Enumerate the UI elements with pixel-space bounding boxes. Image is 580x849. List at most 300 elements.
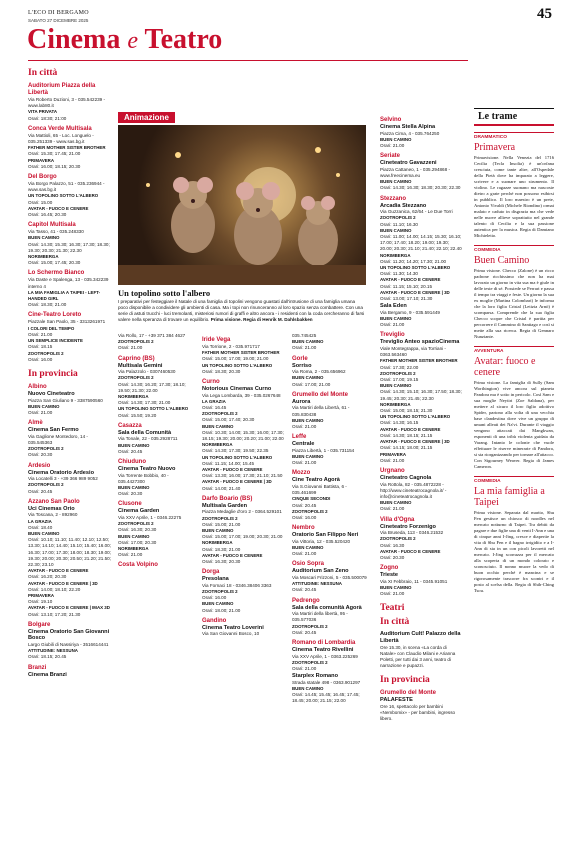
mice-photo	[118, 125, 366, 285]
film-times: Orari: 20.30	[380, 554, 405, 560]
venue-name: Presolana	[202, 576, 229, 583]
film-times: Orari: 16.45; 20.30	[28, 212, 67, 218]
venue-address: Via San Giovanni Bosco, 10	[202, 631, 260, 637]
film-times: Orari: 18.00; 21.00	[202, 607, 241, 613]
venue-address: 035.745425	[292, 333, 317, 338]
venue-town: Urgnano	[380, 467, 405, 474]
venue-name: Cineteatro Gavazzeni	[380, 160, 437, 167]
film-times: Orari: 18.40	[28, 524, 53, 530]
venue-address: Viale Montegrappa, via Torriani - 0363.563460	[380, 346, 446, 358]
film-times: Orari: 11.15; 14.00; 15.45	[202, 460, 255, 466]
film-title: NORIMBERGA	[118, 394, 149, 400]
film-times: Orari: 17.00; 21.00	[292, 381, 331, 387]
mice-illustration	[118, 125, 366, 285]
teatro-text: Ore 15.30, in scena «La corda di Natale» con Claudio Milani e Arianna Poletti, per tutti dai 3 anni, teatro di narrazione e pupazzi.	[380, 644, 456, 669]
venue-town: Branzi	[28, 664, 47, 671]
film-title: I COLORI DEL TEMPO	[28, 325, 75, 331]
venue-entry	[28, 83, 112, 122]
column-3	[202, 333, 286, 639]
film-times: Orari: 14.30; 15.10; 16.30; 17.50; 18.30; 19.45; 20.30; 21.45; 22.30	[380, 389, 462, 401]
venue-name: Cinema Oratorio Ardesio	[28, 469, 94, 476]
venue-entry	[118, 423, 196, 455]
film-times: Orari: 15.00; 18.15; 21.30	[380, 408, 433, 414]
film-times: Orari: 16.00	[202, 595, 227, 601]
venue-town: Caprino (BS)	[118, 355, 155, 362]
film-title: BUEN CAMINO	[202, 601, 234, 607]
film-title: BUEN CAMINO	[118, 533, 150, 539]
venue-address: Via Moscari Frizzoni, 5 - 035.500079	[292, 575, 367, 581]
film-title: UN TOPOLINO SOTTO L'ALBERO	[202, 362, 273, 368]
film-times: Orari: 15.00; 17.00; 19.00; 20.30; 21.00	[202, 534, 283, 540]
venue-entry	[28, 174, 112, 218]
film-title: BUEN CAMINO	[28, 530, 60, 536]
teatro-venue: Auditorium Cult! Palazzo della Libertà	[380, 631, 461, 644]
film-times: Orari: 21.00	[292, 424, 317, 430]
venue-entry	[292, 673, 372, 704]
film-times: Orari: 10.30; 14.00; 15.30; 16.00; 17.30; 18.15; 19.30; 20.00; 20.20; 21.00; 22.00	[202, 429, 284, 442]
venue-town: Zogno	[380, 565, 399, 572]
venue-entry	[118, 333, 196, 352]
trama-title: La mia famiglia a Taipei	[474, 486, 545, 508]
venue-name: Cinema Teatro Loverini	[202, 624, 264, 631]
section-teatri-in-provincia: In provincia	[380, 675, 430, 686]
venue-town: Azzano San Paolo	[28, 498, 80, 505]
trama-category: COMMEDIA	[474, 476, 554, 484]
venue-address: Via Tonale, 22 - 035.2928711	[118, 436, 178, 442]
film-title: AVATAR - FUOCO E CENERE | 3D	[380, 289, 450, 295]
venue-town: Leffe	[292, 434, 307, 441]
venue-town: Chiuduno	[118, 459, 146, 466]
venue-entry	[202, 618, 286, 638]
venue-entry	[28, 622, 112, 661]
film-times: Orari: 19.10	[28, 599, 53, 605]
title-rule	[28, 60, 468, 61]
venue-name: Sala Eden	[380, 303, 407, 310]
film-title: BUEN CAMINO	[380, 316, 412, 322]
venue-town: Curno	[202, 379, 220, 386]
film-title: UN TOPOLINO SOTTO L'ALBERO	[202, 454, 273, 460]
film-times: Orari: 21.00	[380, 457, 405, 463]
venue-entry	[292, 470, 372, 521]
venue-name: Centrale	[292, 441, 315, 448]
teatro-town: Grumello del Monte	[380, 690, 437, 697]
venue-entry	[118, 562, 196, 569]
venue-town: Osio Sopra	[292, 561, 325, 568]
venue-address: Piazzale San Paolo, 35 - 3313261971	[28, 319, 106, 325]
venue-address: Via Fornaci 18 - 0346.38406 3363	[202, 582, 272, 588]
film-times: Orari: 21.00	[118, 552, 143, 558]
venue-entry	[28, 270, 112, 308]
film-times: Orari: 16.30	[380, 542, 405, 548]
venue-entry	[28, 420, 112, 458]
venue-name: Trieste	[380, 572, 399, 579]
film-times: Orari: 21.00	[380, 591, 405, 597]
film-times: Orari: 13.30; 16.00; 17.30; 21.10; 21.50	[202, 473, 283, 479]
animazione-box	[118, 112, 366, 328]
venue-entry	[292, 561, 372, 593]
film-times: Orari: 17.00; 20.30	[118, 539, 157, 545]
venue-entry	[380, 196, 462, 303]
film-title: ZOOTROPOLIS 2	[202, 515, 238, 521]
venue-town: Albino	[28, 383, 47, 390]
film-times: Orari: 20.45	[28, 488, 53, 494]
section-teatri: Teatri	[380, 603, 405, 614]
film-title: AVATAR - FUOCO E CENERE	[380, 548, 441, 554]
film-title: LA GRAZIA	[28, 518, 52, 524]
film-times: Orari: 15.50; 19.20	[118, 412, 157, 418]
film-times: Orari: 16.00	[28, 356, 53, 362]
le-trame-header: Le trame	[474, 108, 554, 126]
film-title: AVATAR - FUOCO E CENERE	[380, 426, 441, 432]
venue-address: Via Locatelli 3 - +39 366 989 9052	[28, 476, 98, 482]
venue-address: Via Bruseda, 113 - 0346.21532	[380, 530, 444, 536]
film-times: Orari: 14.45; 15.45; 16.45; 17.45; 18.45; 20.00; 21.15; 22.00	[292, 692, 360, 704]
venue-town: Casazza	[118, 422, 142, 429]
venue-address: Piazza San Giuliano 9 - 3387590560	[28, 397, 103, 403]
venue-name: Uci Cinemas Orio	[28, 505, 75, 512]
venue-town: Cine-Teatro Loreto	[28, 312, 82, 319]
film-times: Orari: 20.45	[292, 502, 317, 508]
venue-town: Iride Vega	[202, 337, 231, 343]
film-title: AVATAR - FUOCO E CENERE	[28, 568, 89, 574]
venue-town: Darfo Boario (BS)	[202, 495, 253, 502]
film-title: UN SEMPLICE INCIDENTE	[28, 338, 83, 344]
venue-name: Cinema Teatro Rivellini	[292, 647, 354, 654]
venue-address: Piazza Medaglie d'oro 2 - 0364.529101	[202, 509, 282, 515]
venue-name: Sorriso	[292, 362, 312, 369]
trama-text: Prima visione. Separata dal marito, Shu Fen gestisce un chiosco di noodles nel mercato notturno di Taipei. Tra debiti da pagare e due figlie una di venti I-Ann e una di cinque anni I-Jing, cresce e diapertie la vita di Shu Fen e il bagno irrigidito e a I-Ann di sta in un con picoli lavoretti nel mercato. I-Jing scorrazza per il mercato alla scoperta di un mondo colorato e sconosciuto. Il nonno muore la vedo di buon occhio perché è mancina e se rigorosamente trascorre fra scontri e il posto al scelsa della. Regia di Shih-Ching Tsou.	[474, 510, 554, 593]
film-times: Orari: 18.30; 21.00	[28, 302, 67, 308]
venue-entry	[202, 569, 286, 614]
column-1	[28, 66, 112, 679]
venue-entry	[380, 517, 462, 562]
film-title: PRIMAVERA	[28, 592, 55, 598]
film-title: BUEN CAMINO	[202, 423, 234, 429]
venue-address: Strada statale 498 - 0363.901297	[292, 679, 361, 685]
film-times: Orari: 18:30; 21:00	[28, 115, 67, 121]
venue-entry	[380, 468, 462, 513]
film-times: Orari: 16.30; 20.30	[118, 527, 157, 533]
venue-town: Villa d'Ogna	[380, 516, 415, 523]
venue-town: Gandino	[202, 617, 227, 624]
film-title: ZOOTROPOLIS 2	[28, 350, 64, 356]
venue-town: Seriate	[380, 153, 401, 160]
film-title: BUEN CAMINO	[202, 528, 234, 534]
film-times: Orari: 15.00; 21.00	[202, 521, 241, 527]
animazione-text: I preparativi per festeggiare il Natale di una famiglia di topolini vengono guastati dall'intrusione di una famiglia umana poco disponibile a condividere gli ambienti di casa. Ma i topi non rinunceranno al loro spazio senza combattere. Con una serie di astuti trucchi - luci tremolanti, misteriosi rumori di graffi e altro ancora - i residenti con la coda cercheranno di farsi valere nella speranza di trovare un equilibrio. Prima visione. Regia di Henrik M. Dahlsbakken	[118, 299, 365, 322]
venue-town: Stezzano	[380, 195, 407, 202]
film-times: Orari: 21.00	[292, 551, 317, 557]
film-times: Orari: 16.20; 20.30	[28, 574, 67, 580]
film-times: Orari: 14.30; 17.30; 19.50; 22.35	[202, 448, 269, 454]
trama-category: COMMEDIA	[474, 245, 554, 253]
film-times: Orari: 11.20; 14.20; 17.30; 21.00	[380, 258, 447, 264]
film-title: AVATAR - FUOCO E CENERE	[202, 552, 263, 558]
section-in-provincia: In provincia	[28, 368, 78, 379]
venue-entry	[380, 153, 462, 191]
venue-address: Via Bergamo, 9 - 035.591449	[380, 309, 440, 315]
venue-entry	[202, 496, 286, 565]
film-times: Orari: 14.00; 21.40	[202, 485, 241, 491]
film-title: LA GRAZIA	[202, 398, 226, 404]
venue-town: Conca Verde Multisala	[28, 125, 92, 132]
film-times: Orari: 15.30; 17.45; 21.00	[28, 151, 81, 157]
venue-entry	[202, 337, 286, 375]
venue-address: Via Borgo Palazzo, 51 - 035.236944 - www.sas.bg.it	[28, 181, 105, 193]
venue-town: Gorle	[292, 355, 308, 362]
venue-name: Treviglio Anteo spazioCinema	[380, 339, 460, 346]
film-title: BUEN CAMINO	[380, 179, 412, 185]
film-times: Orari: 15.00	[28, 199, 53, 205]
venue-name: Multisala Gemini	[118, 362, 163, 369]
venue-address: Via Mattioli, 65 - Loc. Longuelo - 035.251339 - www.sas.bg.it	[28, 132, 94, 145]
venue-name: Arcadia Stezzano	[380, 202, 427, 209]
venue-entry	[118, 356, 196, 419]
venue-address: Via XXV Aprile, 1 - 0363.225269	[292, 653, 358, 659]
film-times: Orari: 14.00; 18.10; 22.20	[28, 586, 81, 592]
film-times: Orari: 20.30	[28, 452, 53, 458]
venue-address: Via Rollo, 17 - +39 371 384 4627	[118, 333, 186, 338]
film-title: BUEN CAMINO	[28, 235, 60, 241]
venue-entry	[292, 640, 372, 672]
venue-address: Via Lega Lombarda, 39 - 035.0267648	[202, 392, 281, 398]
film-title: VITA PRIVATA	[28, 109, 58, 115]
animazione-title: Un topolino sotto l'albero	[118, 288, 211, 298]
film-times: Orari: 13.10; 17.20; 21.30	[28, 611, 81, 617]
film-times: Orari: 21.00	[380, 506, 405, 512]
film-times: Orari: 21.00	[292, 666, 317, 672]
venue-address: Largo Giubili di Nassiriya - 3516614441	[28, 641, 109, 647]
animazione-label: Animazione	[118, 112, 175, 123]
film-times: Orari: 14.30; 17.30; 21.00	[118, 400, 171, 406]
venue-entry	[292, 392, 372, 430]
film-title: UN TOPOLINO SOTTO L'ALBERO	[380, 414, 451, 420]
film-title: FATHER MOTHER SISTER BROTHER	[202, 350, 280, 356]
film-title: BUEN CAMINO	[380, 500, 412, 506]
film-times: Orari: 11.30; 14.30	[380, 271, 418, 277]
film-title: LA MIA FAMIGLIA A TAIPEI - LEFT-HANDED GIRL	[28, 289, 101, 302]
film-times: Orari: 14.15; 18.00; 21.15	[380, 445, 433, 451]
film-title: BUEN CAMINO	[28, 403, 60, 409]
venue-town: Dorga	[202, 569, 220, 576]
teatro-text-prov: Ore 16, spettacolo per bambini «Nembomix» - per bambini, ingresso libero.	[380, 703, 456, 722]
film-times: Orari: 13.00; 17.10; 21.30	[380, 296, 433, 302]
venue-address: Via Roma, 2 - 035.656962	[292, 369, 346, 375]
venue-name: Sala della comunità Agorà	[292, 604, 362, 611]
film-times: Orari: 16.30; 20.30	[202, 559, 241, 565]
venue-name: Multisala Garden	[202, 502, 248, 509]
film-times: Orari: 17.30; 22.00	[380, 364, 419, 370]
venue-entry	[380, 332, 462, 463]
venue-name: Cinema Stella Alpina	[380, 124, 436, 130]
venue-address: Via Guzzanica, 62/64 - Le Due Torri	[380, 209, 453, 215]
venue-entry	[28, 463, 112, 495]
film-title: BUEN CAMINO	[292, 417, 324, 423]
film-title: CINQUE SECONDI	[292, 496, 331, 502]
venue-name: Cine Teatro Agorà	[292, 477, 340, 484]
film-title: ZOOTROPOLIS 2	[28, 446, 64, 452]
venue-address: Piazza Cima, 4 - 035.764250	[380, 130, 440, 136]
film-title: BUEN CAMINO	[292, 375, 324, 381]
venue-entry	[292, 598, 372, 636]
venue-address: Via S.Giovanni Battista, 6 - 035.461699	[292, 484, 347, 496]
film-title: BUEN CAMINO	[380, 584, 412, 590]
venue-town: Ardesio	[28, 462, 51, 469]
venue-address: Via Vittoria, 12 - 035.520420	[292, 538, 351, 544]
venue-entry	[292, 434, 372, 466]
film-title: ZOOTROPOLIS 2	[28, 482, 64, 488]
venue-entry	[380, 117, 462, 149]
film-title: NORIMBERGA	[202, 540, 233, 546]
film-title: ZOOTROPOLIS 2	[292, 659, 328, 665]
venue-entry	[28, 384, 112, 416]
film-times: Orari: 11.15; 15.10; 20.15	[380, 283, 433, 289]
venue-town: Del Borgo	[28, 174, 57, 181]
film-times: Orari: 21.00	[292, 345, 317, 351]
venue-town: Auditorium Piazza della Libertà	[28, 83, 96, 96]
le-trame-column	[474, 108, 554, 594]
venue-town: Treviglio	[380, 332, 405, 339]
venue-town: Bolgare	[28, 621, 51, 628]
trama-text: Prima visione. La famiglia di Sully (Sam Worthington) vive ancora sul pianeta Pandora ma è sotto in pericolo. Così Sam e sua moglie Neytiri (Zoe Saldana), per mettere al sicuro il loro figlio adottivo Spider, partono alla volta di una vecchia base clandestina dove vive un gruppo di umani alleati dei Na'vi. Durante il viaggio vengono attaccati dai Mangkwan, esponenti di una tribù violenta guidata da Varang. Intanto le colonie che vuole effettuare le riserve minerarie di Pandora, si sta riorganizzando per tornare all'attacco. Con Sigourney Weaver. Regia di James Cameron.	[474, 380, 554, 469]
film-times: Orari: 14.30; 16.30; 18.30; 20.30; 22.30	[380, 185, 461, 191]
film-times: Orari: 21.00	[380, 143, 405, 148]
film-times: Orari: 14.30; 16.20; 17.30; 18.10; 19.50; 21.30; 22.00	[118, 381, 186, 393]
film-title: NORIMBERGA	[202, 442, 233, 448]
venue-name: Cineteatro Forzenigo	[380, 523, 436, 530]
venue-address: Via Martiri della libertà, 95 - 035.577036	[292, 611, 348, 623]
venue-town: Clusone	[118, 501, 142, 508]
venue-name: Starplex Romano	[292, 673, 339, 680]
film-title: PRIMAVERA	[380, 451, 407, 457]
venue-name: Cineteatro Cagnola	[380, 474, 432, 481]
venue-name: Cinema Branzi	[28, 671, 67, 678]
venue-name: Sala della Comunità	[118, 429, 172, 436]
page-title: Cinema e Teatro	[27, 24, 223, 55]
venue-name: Nuovo Cineteatro	[28, 390, 75, 397]
venue-address: Piazza Libertà, 1 - 035.731154	[292, 447, 355, 453]
venue-entry	[28, 222, 112, 266]
venue-entry	[28, 126, 112, 170]
venue-address: Via Toscana, 2 - 892960	[28, 512, 78, 518]
film-times: Orari: 21.00	[28, 331, 53, 337]
film-times: Orari: 20.30	[118, 491, 143, 497]
section-in-citta: In città	[28, 68, 58, 78]
film-title: UN TOPOLINO SOTTO L'ALBERO	[380, 265, 451, 271]
film-times: Orari: 15.00; 17.45; 20.30	[28, 260, 81, 266]
trama-title: Avatar: fuoco e cenere	[474, 356, 536, 378]
film-title: BUEN CAMINO	[292, 339, 324, 345]
venue-name: Cinema Teatro Nuovo	[118, 466, 176, 473]
trama-title: Primavera	[474, 142, 516, 153]
trama-category: DRAMMATICO	[474, 132, 554, 140]
film-times: Orari: 21.00	[118, 345, 143, 351]
film-title: ZOOTROPOLIS 2	[118, 521, 154, 527]
film-title: ATTITUDINE: NESSUNA	[28, 648, 78, 654]
film-title: AVATAR - FUOCO E CENERE | 3D	[380, 439, 450, 445]
page-number: 45	[537, 6, 552, 22]
film-times: Orari: 18.15	[28, 344, 53, 350]
venue-entry	[380, 565, 462, 597]
film-times: Orari: 15.00; 17.40; 20.30	[202, 417, 255, 423]
venue-town: Capitol Multisala	[28, 222, 76, 229]
venue-name: Aurora	[292, 398, 311, 405]
film-title: PRIMAVERA	[28, 157, 55, 163]
film-title: ZOOTROPOLIS 2	[292, 508, 328, 514]
film-title: ZOOTROPOLIS 2	[118, 339, 154, 345]
venue-address: Via XXV Aprile, 1 - 0346.22275	[118, 515, 182, 521]
film-times: Orari: 11.10; 16.30	[380, 221, 418, 227]
film-title: BUEN CAMINO	[380, 383, 412, 389]
film-title: ZOOTROPOLIS 2	[292, 623, 328, 629]
film-title: AVATAR - FUOCO E CENERE	[28, 205, 89, 211]
venue-address: Via Torrente Bobbio, 40 - 035.4427300	[118, 472, 169, 484]
film-times: Orari: 18.15; 20.45	[28, 654, 67, 660]
venue-town: Nembro	[292, 525, 315, 532]
venue-address: Via Gaglione Montedoro, 14 - 035.545363	[28, 433, 88, 445]
venue-name: Auditorium San Zeno	[292, 568, 349, 575]
film-title: ZOOTROPOLIS 2	[118, 375, 154, 381]
film-title: ZOOTROPOLIS 2	[380, 370, 416, 376]
film-times: Orari: 21.00	[380, 322, 405, 328]
trama-text: Prima visione. Checco (Zalone) è un ricco padrone ricchissimo che non ha mai lavorato un giorno in vita sua ma è giule in delle teste di sé. Possiede se Ferrari e passa il tempo tra viaggi e feste. Un giorno la sua ex moglie (Martina Colombari) le informa che la loro figlia Cristal (Letizia Arnò) è scomparsa. Comprende che la sua figlia Checco scopre che Cristal è partita per percorrere il Cammino di Santiago e così si mette alla sua ricerca. Regia di Gennaro Nunziante.	[474, 268, 554, 339]
film-times: Orari: 14.30; 16.15	[380, 420, 419, 426]
section-teatri-in-citta: In città	[380, 617, 410, 628]
film-times: Orari: 11.00; 14.00; 14.15; 15.30; 16.10; 17.00; 17.40; 18.20; 19.00; 19.30; 20.00; 20.30; 21.10; 21.40; 22.10; 22.40	[380, 234, 462, 252]
film-times: Orari: 18.30; 20.30	[202, 368, 241, 374]
film-title: FATHER MOTHER SISTER BROTHER	[28, 145, 106, 151]
venue-town: Costa Volpino	[118, 562, 158, 569]
film-times: Orari: 20.45	[118, 448, 143, 454]
film-title: BUEN CAMINO	[118, 442, 150, 448]
film-times: Orari: 15.00; 17.00; 19.00; 21.00	[202, 356, 269, 362]
film-title: AVATAR - FUOCO E CENERE | 3D	[28, 580, 98, 586]
film-times: Orari: 16.45	[202, 405, 227, 411]
trama-title: Buen Camino	[474, 255, 530, 266]
film-title: BUEN CAMINO	[380, 136, 412, 142]
film-title: NORIMBERGA	[380, 252, 411, 258]
venue-entry	[118, 501, 196, 558]
venue-address: Via Torrione, 2 - 035.971717	[202, 344, 260, 349]
film-title: ZOOTROPOLIS 2	[380, 536, 416, 542]
venue-name: Notorious Cinemas Curno	[202, 386, 272, 393]
film-title: BUEN CAMINO	[292, 545, 324, 551]
film-title: FATHER MOTHER SISTER BROTHER	[380, 358, 458, 364]
film-title: BUEN CAMINO	[118, 485, 150, 491]
venue-entry	[292, 333, 372, 352]
film-title: ZOOTROPOLIS 2	[202, 589, 238, 595]
venue-entry	[118, 459, 196, 497]
venue-town: Mozzo	[292, 470, 311, 477]
film-times: Orari: 16.00; 18.15; 20.30	[28, 163, 81, 169]
film-title: ZOOTROPOLIS 2	[202, 411, 238, 417]
venue-name: Cinema Oratorio San Giovanni Bosco	[28, 628, 110, 642]
venue-address: Via Palazzolo - 0307460530	[118, 369, 176, 375]
issue-date: SABATO 27 DICEMBRE 2025	[28, 18, 89, 23]
venue-town: Grumello del Monte	[292, 391, 349, 398]
venue-town: Almè	[28, 420, 43, 427]
film-times: Orari: 21.00	[28, 409, 53, 415]
trama-category: AVVENTURA	[474, 346, 554, 354]
film-title: ZOOTROPOLIS 2	[380, 215, 416, 221]
venue-address: Via Rottola, 82 - 035.4872228 - http://www.cineteatrocagnola.it/ - info@cineteatrocagnola.it	[380, 481, 447, 499]
trama-text: Primavisione. Nella Venezia del 1716 Cecilia (Tecla Insolia) è un'orfana cresciuta, come tante altre, all'Ospedale della Pietà dove ha imparato a leggere, scrivere e a suonare uno strumento. Il violino. Le ragazze suonano ma nascoste dietro a grate perché non possono esibirsi in pubblico. Il loro maestro è un prete, Antonio Vivaldi (Michele Riondino) ormai malato e caduto in disgrazia ma che vede nelle nuove allieve soprattutto nel grande talento di Cecilia e la sua passione autentica per la musica. Regia di Damiano Michieletto.	[474, 155, 554, 238]
film-title: UN TOPOLINO SOTTO L'ALBERO	[28, 193, 99, 199]
film-title: NORIMBERGA	[118, 546, 149, 552]
film-times: Orari: 17.00; 19.15	[380, 377, 419, 383]
venue-town: Selvino	[380, 117, 402, 123]
venue-entry	[292, 356, 372, 388]
